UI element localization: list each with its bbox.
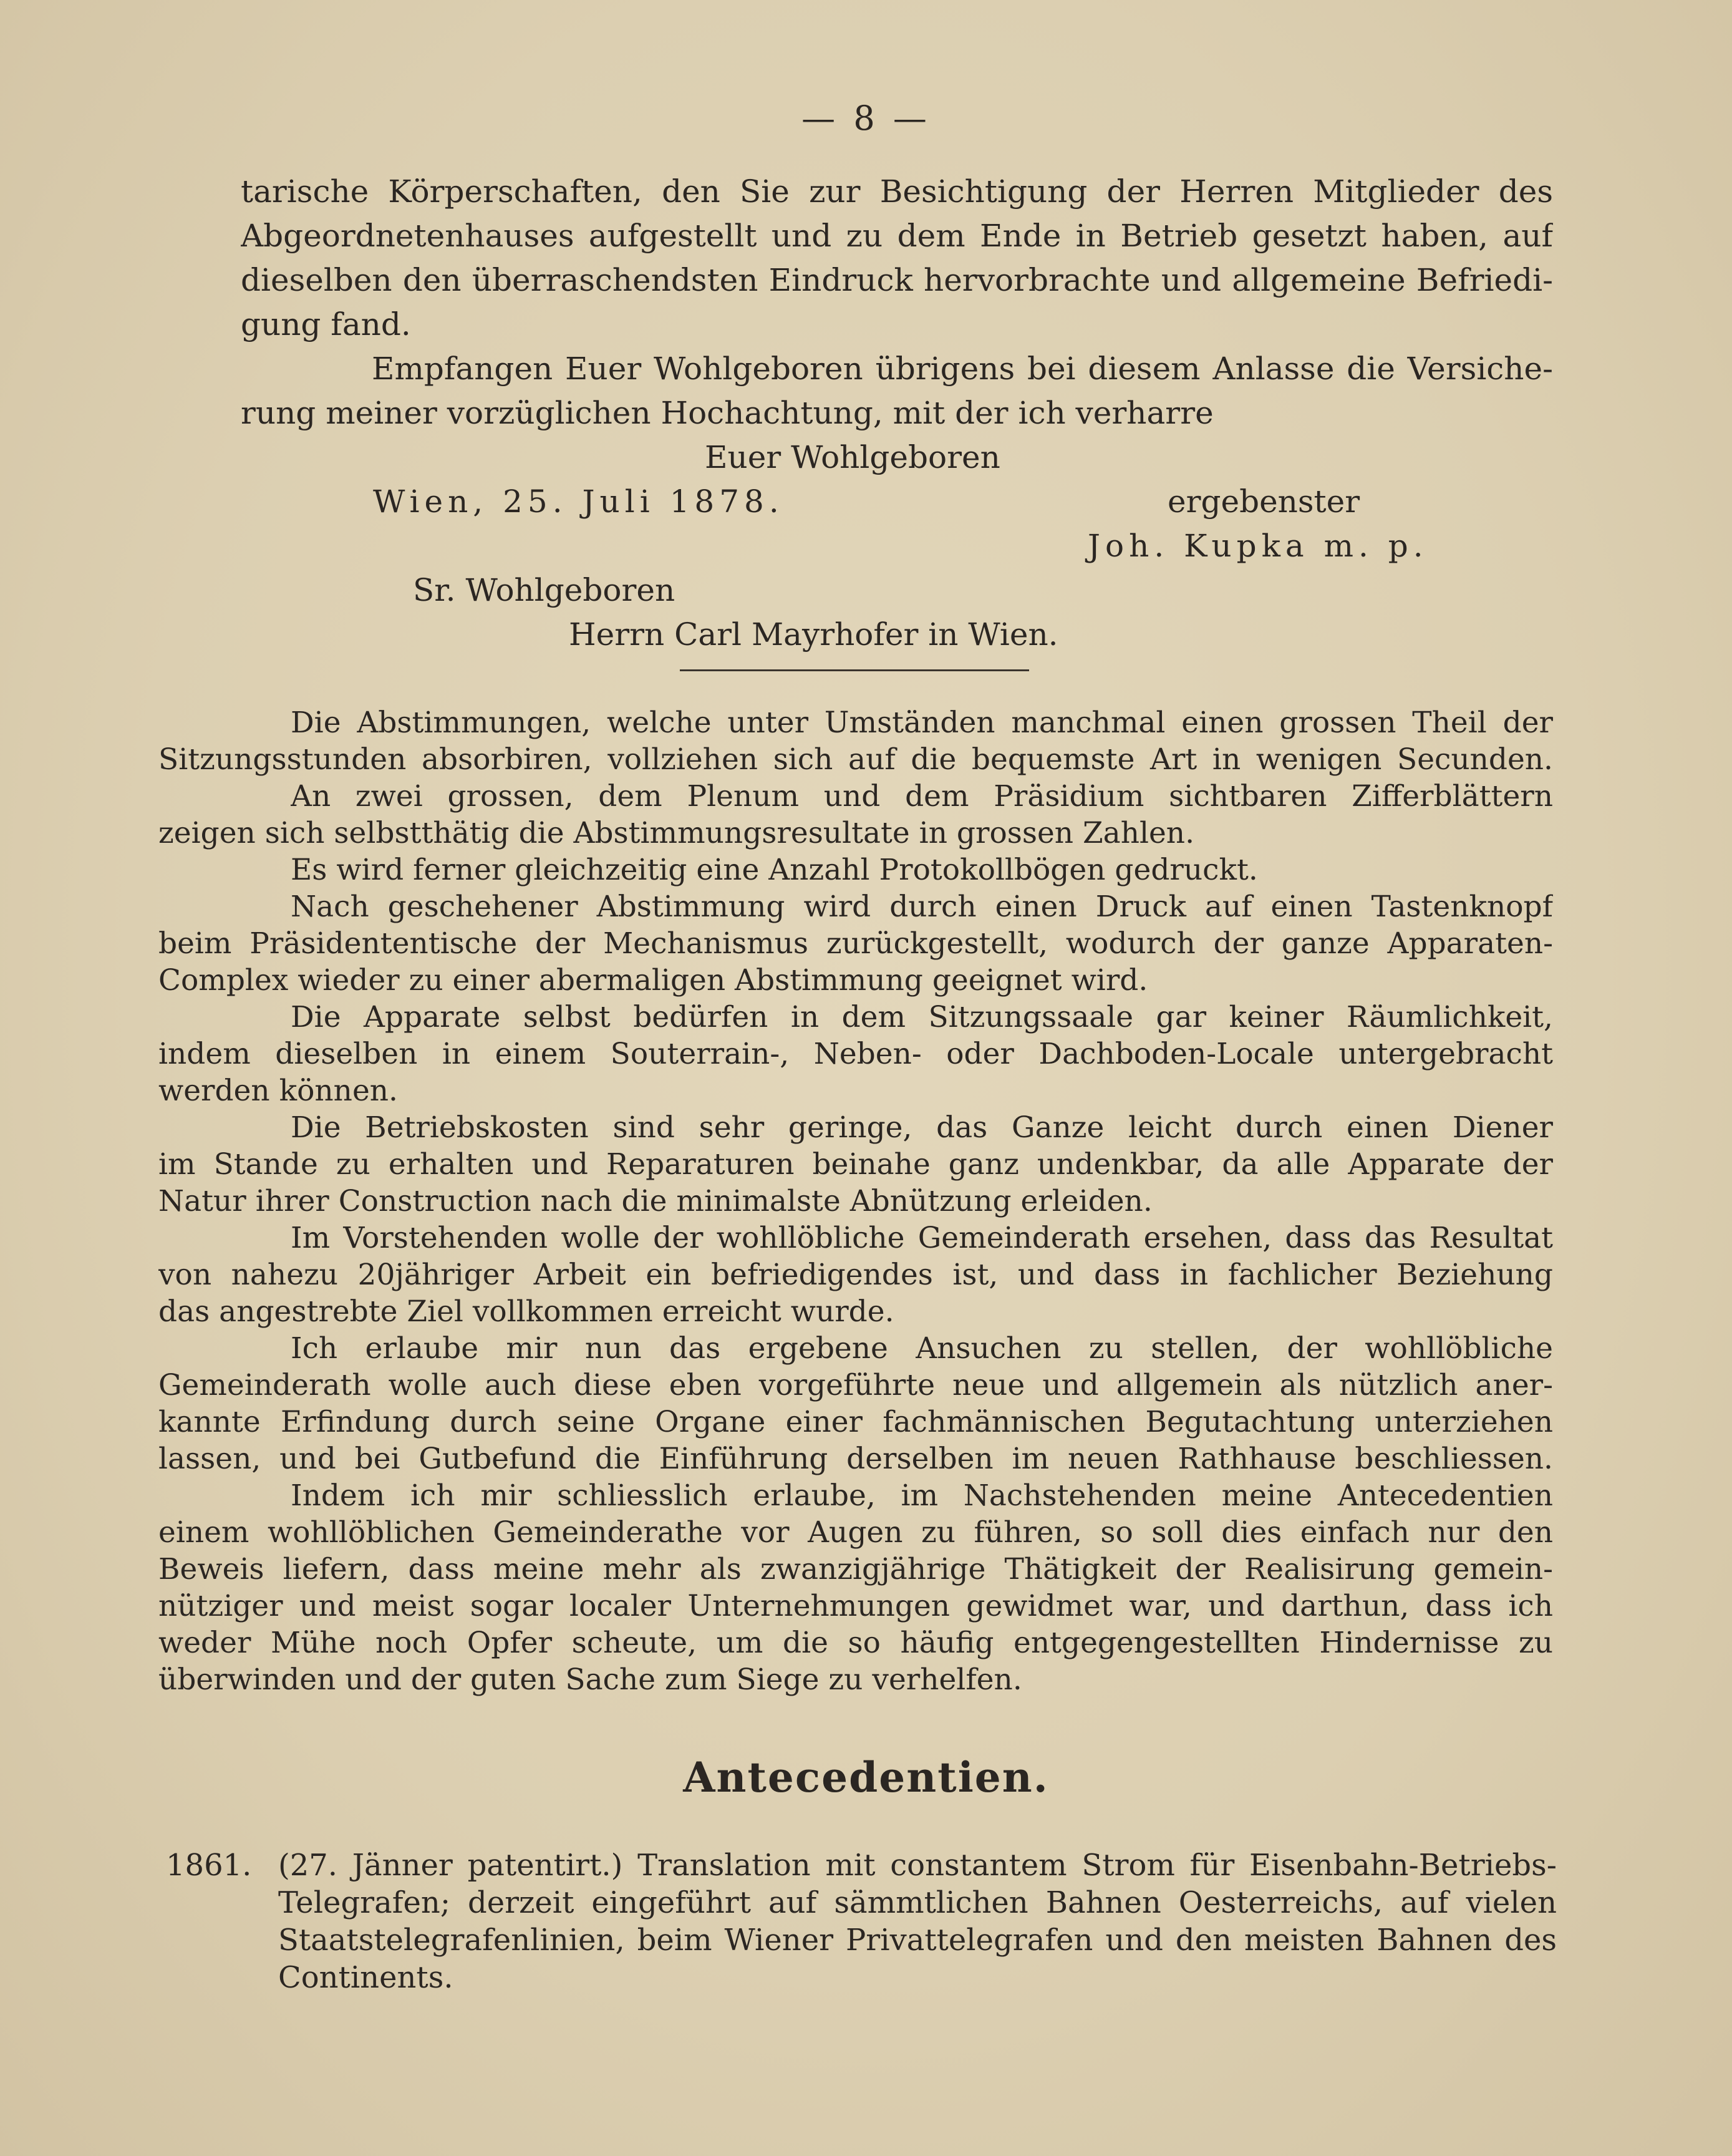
text-line: nütziger und meist sogar localer Unternehmungen gewidmet war, und darthun, dass ich — [158, 1589, 1553, 1623]
text-line: Gemeinderath wolle auch diese eben vorgeführte neue und allgemein als nützlich aner- — [158, 1368, 1553, 1402]
text-line: Complex wieder zu einer abermaligen Abstimmung geeignet wird. — [158, 963, 1148, 998]
text-line: Die Abstimmungen, welche unter Umständen manchmal einen grossen Theil der — [291, 706, 1553, 740]
text-line: beim Präsidententische der Mechanismus zurückgestellt, wodurch der ganze Apparaten- — [158, 926, 1553, 961]
text-line: überwinden und der guten Sache zum Siege zu verhelfen. — [158, 1663, 1022, 1697]
text-line: Continents. — [278, 1960, 453, 1995]
text-line: werden können. — [158, 1074, 398, 1108]
text-line: weder Mühe noch Opfer scheute, um die so häufig entgegengestellten Hindernisse zu — [158, 1626, 1553, 1660]
page-number: — 8 — — [801, 99, 931, 138]
entry-year: 1861. — [166, 1848, 252, 1883]
antecedent-entry — [166, 1847, 1557, 2003]
text-line: Es wird ferner gleichzeitig eine Anzahl Protokollbögen gedruckt. — [291, 853, 1258, 887]
section-heading: Antecedentien. — [683, 1753, 1049, 1802]
text-line: Sitzungsstunden absorbiren, vollziehen sich auf die bequemste Art in wenigen Secunden. — [158, 742, 1553, 777]
text-line: (27. Jänner patentirt.) Translation mit constantem Strom für Eisenbahn-Betriebs- — [278, 1848, 1557, 1883]
text-line: dieselben den überraschendsten Eindruck hervorbrachte und allgemeine Befriedi- — [241, 262, 1553, 298]
place-date: Wien, 25. Juli 1878. — [373, 483, 784, 520]
text-line: lassen, und bei Gutbefund die Einführung derselben im neuen Rathhause beschliessen. — [158, 1442, 1553, 1476]
text-line: Indem ich mir schliesslich erlaube, im Nachstehenden meine Antecedentien — [291, 1479, 1553, 1513]
text-line: Im Vorstehenden wolle der wohllöbliche Gemeinderath ersehen, dass das Resultat — [291, 1221, 1553, 1255]
text-line: einem wohllöblichen Gemeinderathe vor Augen zu führen, so soll dies einfach nur den — [158, 1515, 1553, 1550]
text-line: rung meiner vorzüglichen Hochachtung, mit der ich verharre — [241, 395, 1214, 431]
text-line: Nach geschehener Abstimmung wird durch einen Druck auf einen Tastenknopf — [291, 890, 1553, 924]
text-line: gung fand. — [241, 306, 411, 342]
text-line: das angestrebte Ziel vollkommen erreicht wurde. — [158, 1294, 894, 1329]
text-line: tarische Körperschaften, den Sie zur Besichtigung der Herren Mitglieder des — [241, 173, 1553, 210]
text-line: Die Apparate selbst bedürfen in dem Sitzungssaale gar keiner Räumlichkeit, — [291, 1000, 1553, 1034]
text-line: Natur ihrer Construction nach die minimalste Abnützung erleiden. — [158, 1184, 1153, 1218]
closing: ergebenster — [1168, 483, 1360, 520]
address-line: Herrn Carl Mayrhofer in Wien. — [569, 616, 1058, 653]
text-line: Beweis liefern, dass meine mehr als zwanzigjährige Thätigkeit der Realisirung gemein- — [158, 1552, 1553, 1586]
text-line: Empfangen Euer Wohlgeboren übrigens bei diesem Anlasse die Versiche- — [372, 351, 1553, 387]
text-line: von nahezu 20jähriger Arbeit ein befriedigendes ist, und dass in fachlicher Beziehung — [158, 1258, 1553, 1292]
text-line: indem dieselben in einem Souterrain-, Neben- oder Dachboden-Locale untergebracht — [158, 1037, 1553, 1071]
text-line: An zwei grossen, dem Plenum und dem Präsidium sichtbaren Zifferblättern — [291, 779, 1553, 813]
text-line: Telegrafen; derzeit eingeführt auf sämmtlichen Bahnen Oesterreichs, auf vielen — [278, 1885, 1557, 1920]
letter-text — [241, 170, 1553, 435]
text-line: Staatstelegrafenlinien, beim Wiener Privattelegrafen und den meisten Bahnen des — [278, 1923, 1557, 1958]
text-line: kannte Erfindung durch seine Organe einer fachmännischen Begutachtung unterziehen — [158, 1405, 1553, 1439]
divider — [680, 669, 1029, 671]
salutation: Euer Wohlgeboren — [705, 439, 1000, 475]
signature: Joh. Kupka m. p. — [1088, 528, 1428, 564]
text-line: zeigen sich selbstthätig die Abstimmungsresultate in grossen Zahlen. — [158, 816, 1195, 850]
text-line: Abgeordnetenhauses aufgestellt und zu dem Ende in Betrieb gesetzt haben, auf — [241, 218, 1553, 254]
text-line: Ich erlaube mir nun das ergebene Ansuchen zu stellen, der wohllöbliche — [291, 1331, 1553, 1366]
entry-text — [278, 1847, 1557, 1996]
text-line: Die Betriebskosten sind sehr geringe, das Ganze leicht durch einen Diener — [291, 1110, 1553, 1145]
address-line: Sr. Wohlgeboren — [413, 572, 675, 608]
body-text — [158, 704, 1553, 1698]
text-line: im Stande zu erhalten und Reparaturen beinahe ganz undenkbar, da alle Apparate der — [158, 1147, 1553, 1182]
